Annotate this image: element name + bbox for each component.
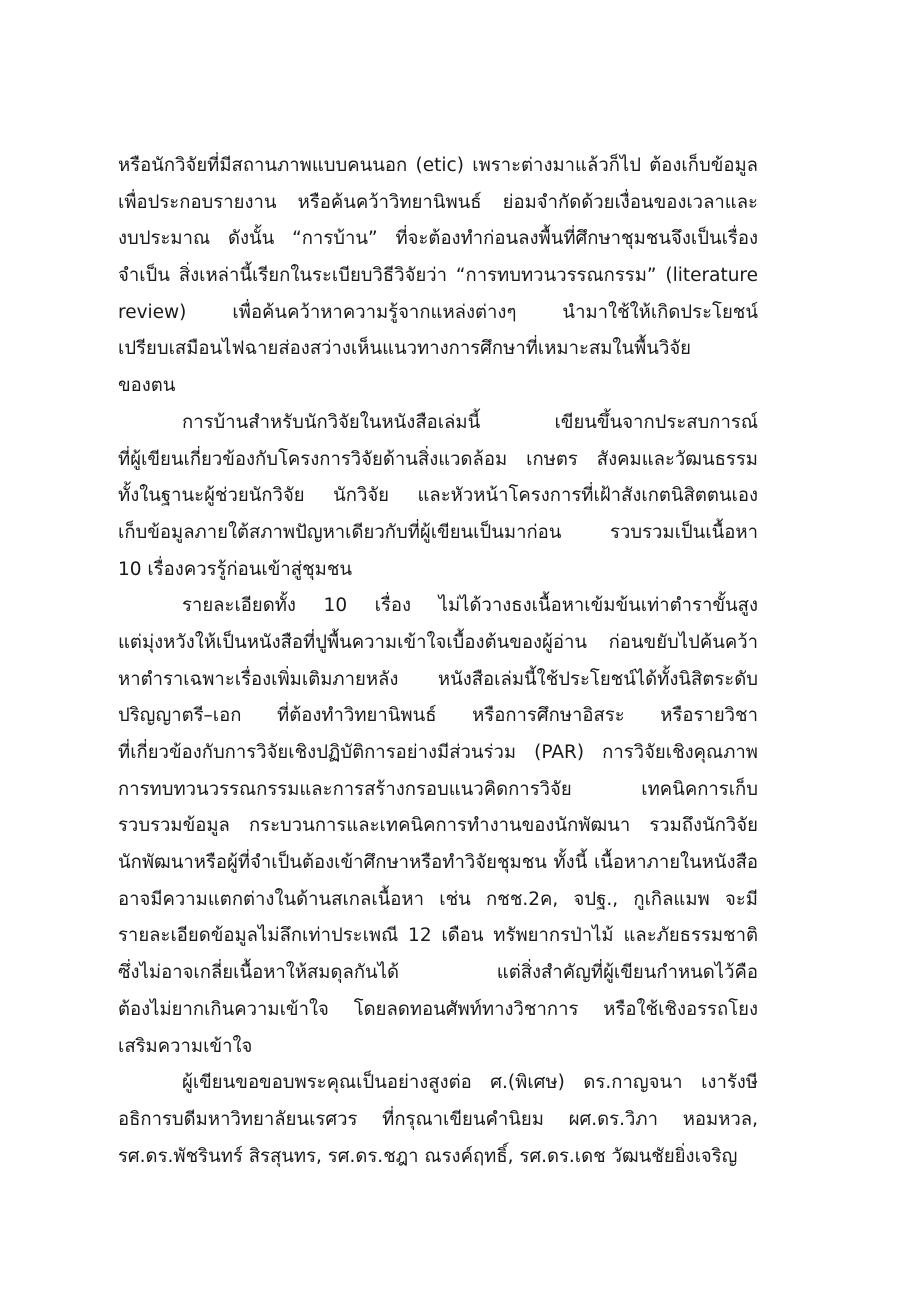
paragraph: [118, 588, 758, 1065]
text-line: หรือนักวิจัยที่มีสถานภาพแบบคนนอก (etic) เพราะต่างมาแล้วก็ไป ต้องเก็บข้อมูล: [118, 155, 758, 176]
text-line: เก็บข้อมูลภายใต้สภาพปัญหาเดียวกับที่ผู้เขียนเป็นมาก่อน รวบรวมเป็นเนื้อหา: [118, 521, 758, 543]
text-line: ปริญญาตรี–เอก ที่ต้องทำวิทยานิพนธ์ หรือการศึกษาอิสระ หรือรายวิชา: [118, 705, 758, 727]
text-line: นักพัฒนาหรือผู้ที่จำเป็นต้องเข้าศึกษาหรือทำวิจัยชุมชน ทั้งนี้ เนื้อหาภายในหนังสือ: [118, 852, 758, 874]
text-line: เพื่อประกอบรายงาน หรือค้นคว้าวิทยานิพนธ์ ย่อมจำกัดด้วยเงื่อนของเวลาและ: [118, 191, 758, 213]
text-line: ผู้เขียนขอขอบพระคุณเป็นอย่างสูงต่อ ศ.(พิเศษ) ดร.กาญจนา เงารังษี: [182, 1072, 758, 1094]
text-line: จำเป็น สิ่งเหล่านี้เรียกในระเบียบวิธีวิจัยว่า “การทบทวนวรรณกรรม” (literature: [118, 265, 758, 287]
text-line: 10 เรื่องควรรู้ก่อนเข้าสู่ชุมชน: [118, 558, 353, 580]
text-line: อาจมีความแตกต่างในด้านสเกลเนื้อหา เช่น กชช.2ค, จปฐ., กูเกิลแมพ จะมี: [118, 888, 758, 910]
body-text: [118, 148, 758, 1175]
text-line: ทั้งในฐานะผู้ช่วยนักวิจัย นักวิจัย และหัวหน้าโครงการที่เฝ้าสังเกตนิสิตตนเอง: [118, 485, 758, 507]
text-line: รศ.ดร.พัชรินทร์ สิรสุนทร, รศ.ดร.ชฎา ณรงค์ฤทธิ์, รศ.ดร.เดช วัฒนชัยยิ่งเจริญ: [118, 1145, 738, 1167]
paragraph: [118, 148, 758, 405]
text-line: งบประมาณ ดังนั้น “การบ้าน” ที่จะต้องทำก่อนลงพื้นที่ศึกษาชุมชนจึงเป็นเรื่อง: [118, 228, 758, 250]
paragraph: [118, 405, 758, 588]
text-line: อธิการบดีมหาวิทยาลัยนเรศวร ที่กรุณาเขียนคำนิยม ผศ.ดร.วิภา หอมหวล,: [118, 1108, 758, 1130]
text-line: การทบทวนวรรณกรรมและการสร้างกรอบแนวคิดการวิจัย เทคนิคการเก็บ: [118, 778, 758, 800]
text-line: รายละเอียดข้อมูลไม่ลึกเท่าประเพณี 12 เดือน ทรัพยากรป่าไม้ และภัยธรรมชาติ: [118, 925, 758, 947]
text-line: เปรียบเสมือนไฟฉายส่องสว่างเห็นแนวทางการศึกษาที่เหมาะสมในพื้นวิจัย: [118, 338, 692, 360]
text-line: ซึ่งไม่อาจเกลี่ยเนื้อหาให้สมดุลกันได้ แต่สิ่งสำคัญที่ผู้เขียนกำหนดไว้คือ: [118, 962, 758, 984]
paragraph: [118, 1065, 758, 1175]
text-line: รวบรวมข้อมูล กระบวนการและเทคนิคการทำงานของนักพัฒนา รวมถึงนักวิจัย: [118, 815, 758, 837]
text-line: ที่ผู้เขียนเกี่ยวข้องกับโครงการวิจัยด้านสิ่งแวดล้อม เกษตร สังคมและวัฒนธรรม: [118, 448, 758, 470]
text-line: เสริมความเข้าใจ: [118, 1035, 253, 1057]
text-line: ที่เกี่ยวข้องกับการวิจัยเชิงปฏิบัติการอย่างมีส่วนร่วม (PAR) การวิจัยเชิงคุณภาพ: [118, 742, 758, 763]
text-line: ของตน: [118, 375, 176, 397]
text-line: แต่มุ่งหวังให้เป็นหนังสือที่ปูพื้นความเข้าใจเบื้องต้นของผู้อ่าน ก่อนขยับไปค้นคว้า: [118, 631, 758, 653]
text-line: ต้องไม่ยากเกินความเข้าใจ โดยลดทอนศัพท์ทางวิชาการ หรือใช้เชิงอรรถโยง: [118, 998, 758, 1020]
text-line: หาตำราเฉพาะเรื่องเพิ่มเติมภายหลัง หนังสือเล่มนี้ใช้ประโยชน์ได้ทั้งนิสิตระดับ: [118, 668, 758, 690]
text-line: review) เพื่อค้นคว้าหาความรู้จากแหล่งต่างๆ นำมาใช้ให้เกิดประโยชน์: [118, 301, 758, 323]
text-line: รายละเอียดทั้ง 10 เรื่อง ไม่ได้วางธงเนื้อหาเข้มข้นเท่าตำราขั้นสูง: [182, 595, 758, 617]
text-line: การบ้านสำหรับนักวิจัยในหนังสือเล่มนี้ เขียนขึ้นจากประสบการณ์: [182, 411, 758, 433]
